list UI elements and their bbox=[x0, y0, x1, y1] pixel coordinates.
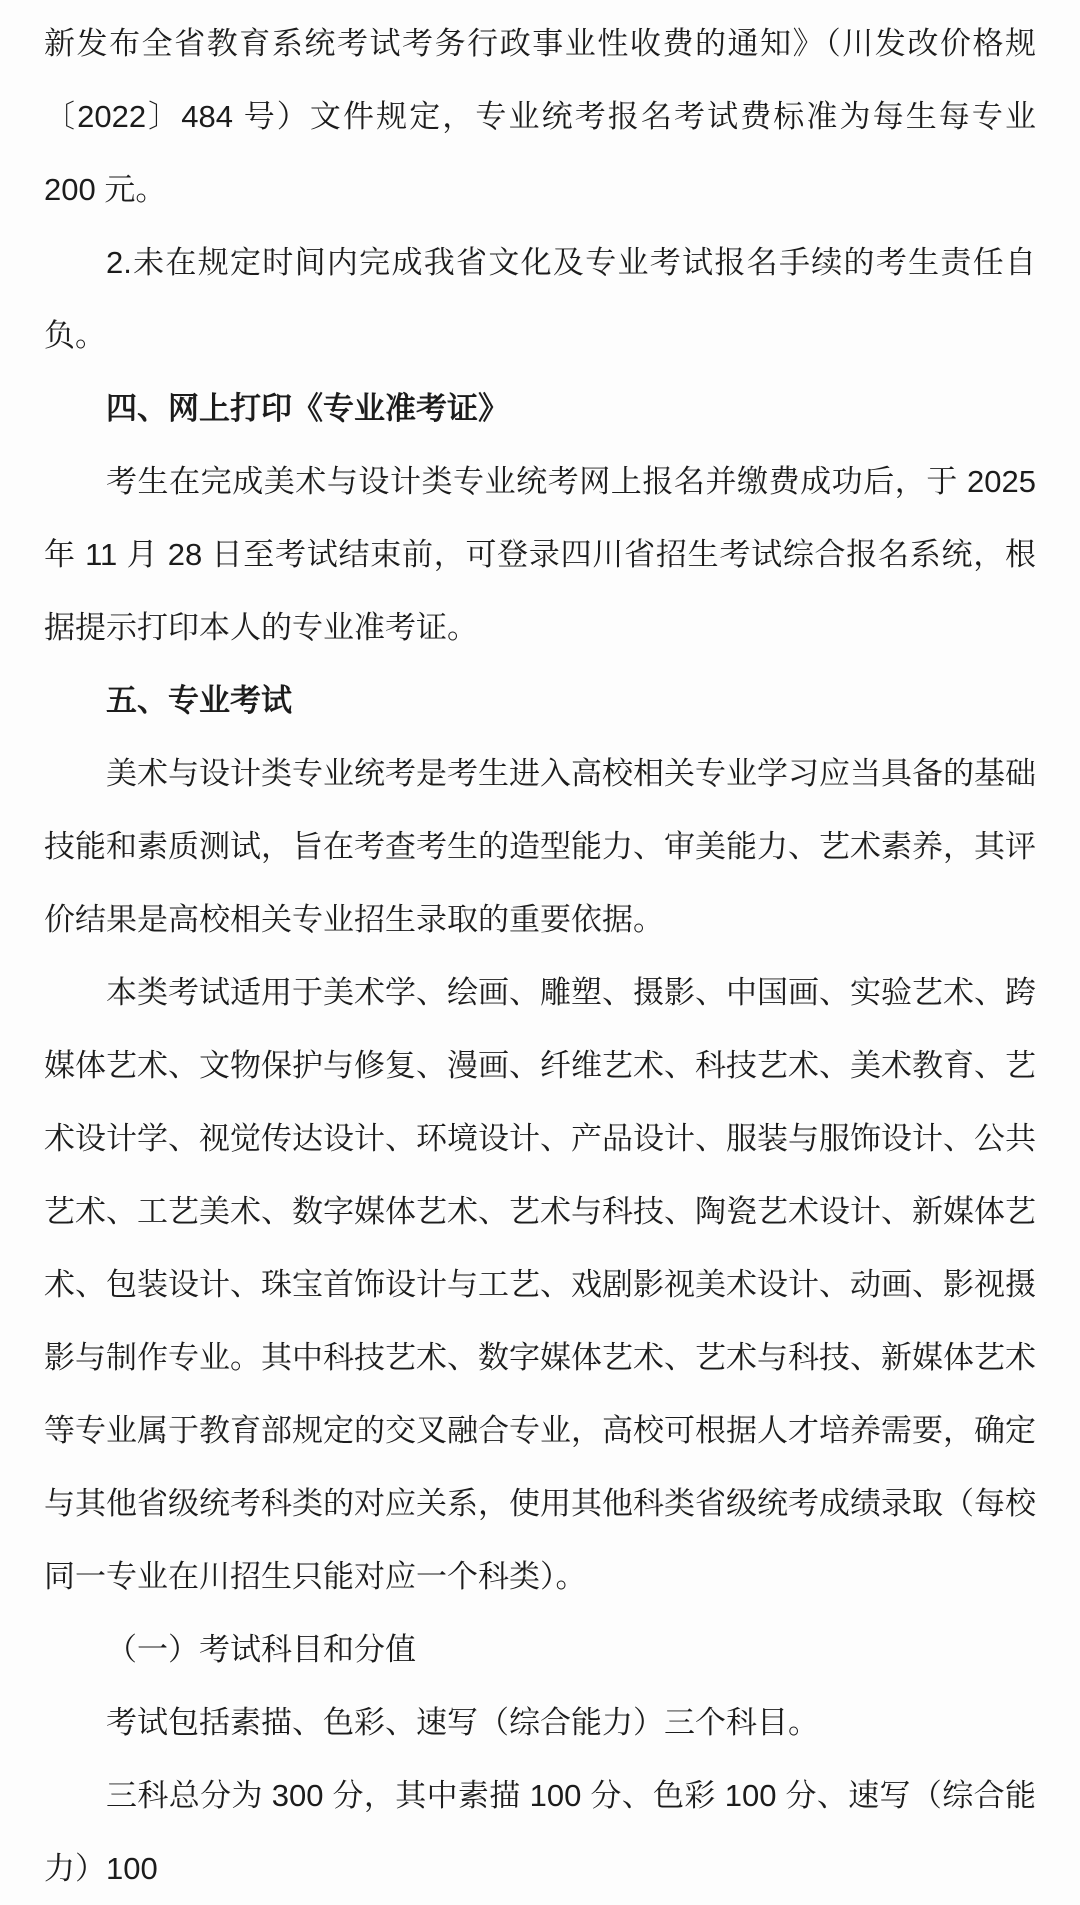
section-heading-5-professional-exam: 五、专业考试 bbox=[106, 683, 292, 718]
paragraph-print-admission-ticket-details: 考生在完成美术与设计类专业统考网上报名并缴费成功后，于 2025 年 11 月 28 日至考试结束前，可登录四川省招生考试综合报名系统，根据提示打印本人的专业准考证。 bbox=[44, 464, 1036, 645]
paragraph-fee-notice-continuation: 新发布全省教育系统考试考务行政事业性收费的通知》（川发改价格规〔2022〕484 号）文件规定，专业统考报名考试费标准为每生每专业 200 元。 bbox=[44, 26, 1036, 207]
section-heading-4-print-admission-ticket: 四、网上打印《专业准考证》 bbox=[106, 391, 509, 426]
paragraph-applicable-majors: 本类考试适用于美术学、绘画、雕塑、摄影、中国画、实验艺术、跨媒体艺术、文物保护与修复、漫画、纤维艺术、科技艺术、美术教育、艺术设计学、视觉传达设计、环境设计、产品设计、服装与服饰设计、公共艺术、工艺美术、数字媒体艺术、艺术与科技、陶瓷艺术设计、新媒体艺术、包装设计、珠宝首饰设计与工艺、戏剧影视美术设计、动画、影视摄影与制作专业。其中科技艺术、数字媒体艺术、艺术与科技、新媒体艺术等专业属于教育部规定的交叉融合专业，高校可根据人才培养需要，确定与其他省级统考科类的对应关系，使用其他科类省级统考成绩录取（每校同一专业在川招生只能对应一个科类）。 bbox=[44, 975, 1036, 1594]
paragraph-exam-purpose: 美术与设计类专业统考是考生进入高校相关专业学习应当具备的基础技能和素质测试，旨在考查考生的造型能力、审美能力、艺术素养，其评价结果是高校相关专业招生录取的重要依据。 bbox=[44, 756, 1036, 937]
paragraph-total-scores: 三科总分为 300 分，其中素描 100 分、色彩 100 分、速写（综合能力）100 bbox=[44, 1778, 1036, 1886]
paragraph-exam-subjects: 考试包括素描、色彩、速写（综合能力）三个科目。 bbox=[106, 1705, 819, 1740]
paragraph-registration-responsibility: 2.未在规定时间内完成我省文化及专业考试报名手续的考生责任自负。 bbox=[44, 245, 1036, 353]
subsection-heading-subjects-and-scores: （一）考试科目和分值 bbox=[106, 1632, 416, 1667]
